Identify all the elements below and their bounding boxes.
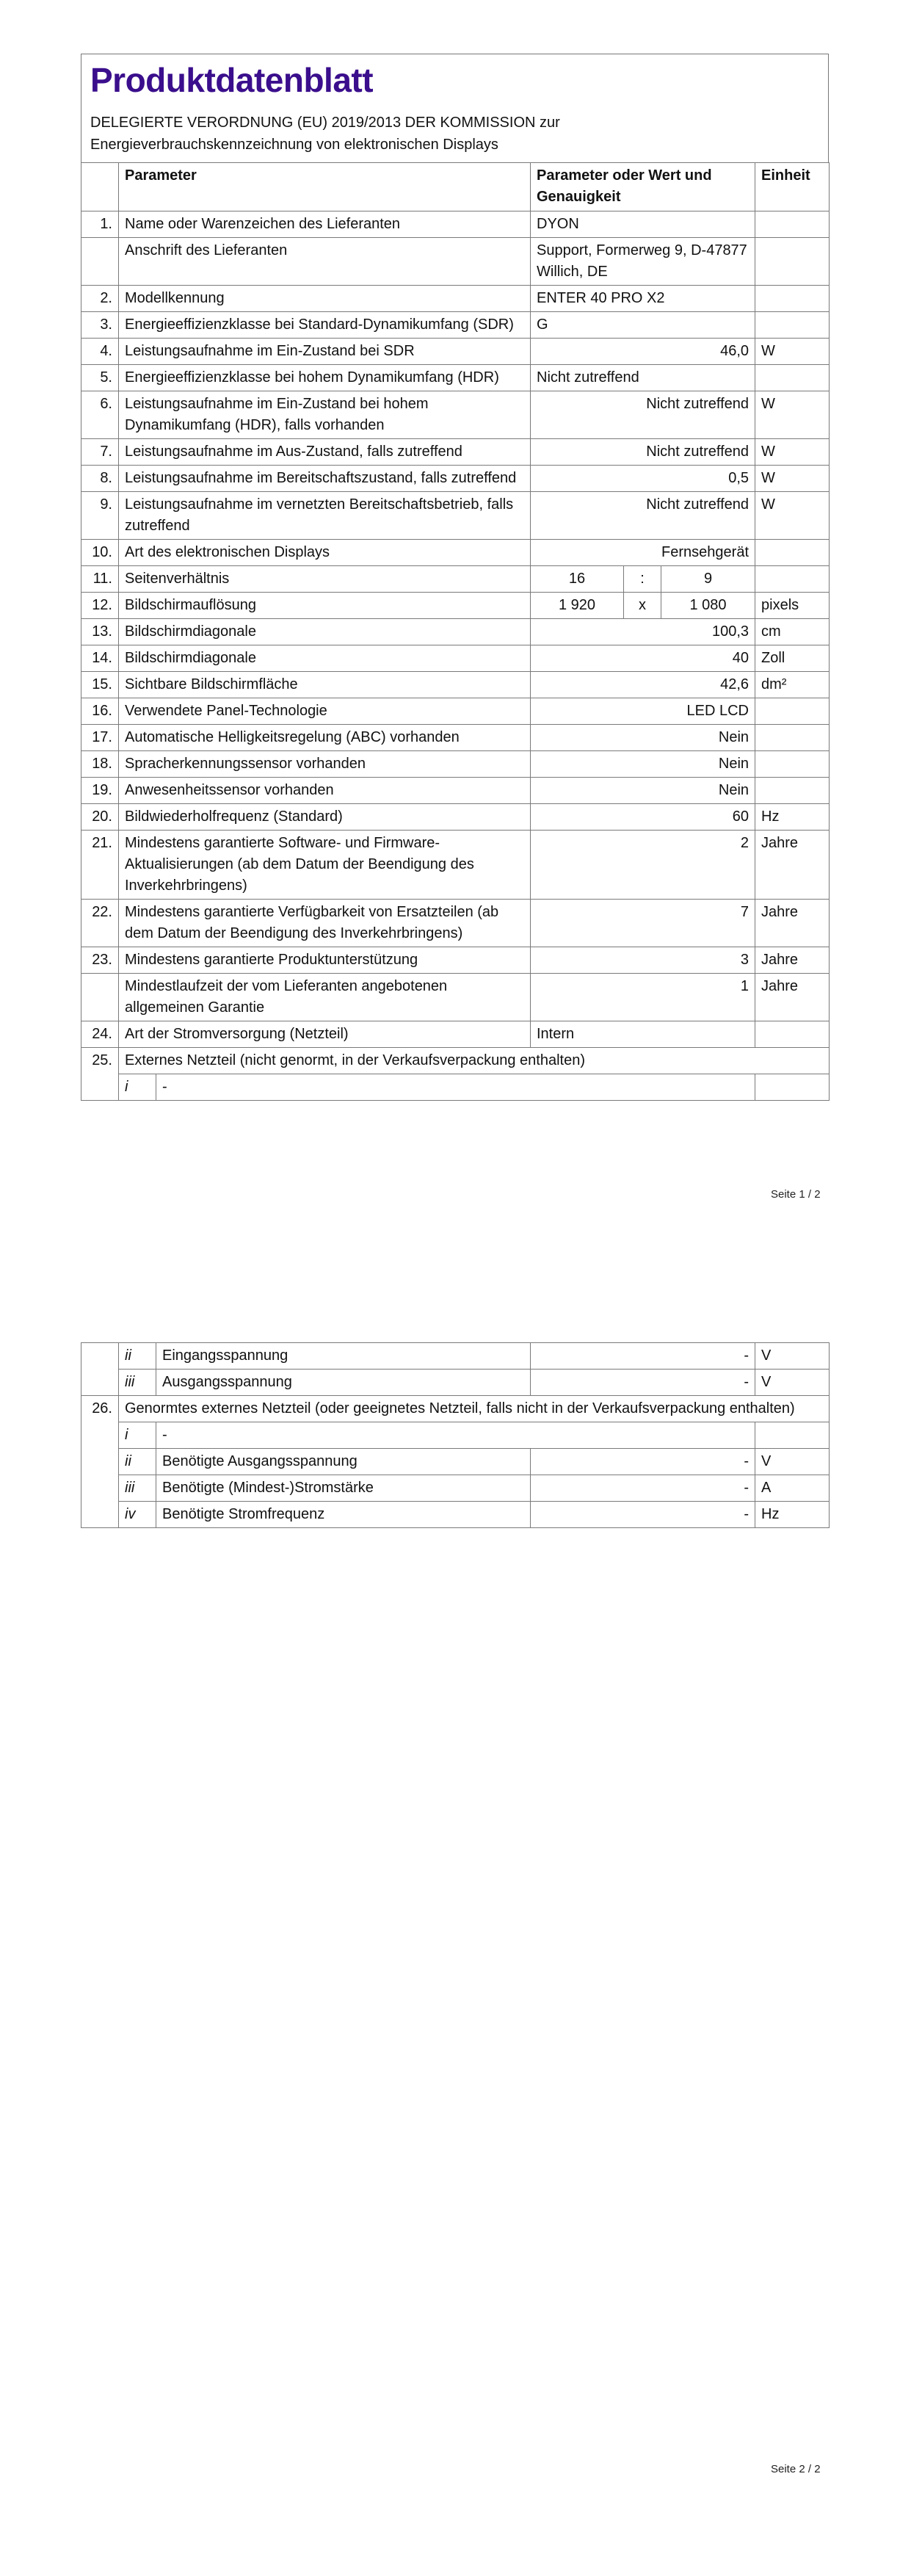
page-footer: Seite 2 / 2	[771, 2463, 821, 2475]
row-parameter: Bildschirmdiagonale	[119, 619, 531, 645]
row-number: 17.	[81, 725, 119, 751]
row-parameter: Modellkennung	[119, 286, 531, 312]
page-footer: Seite 1 / 2	[771, 1188, 821, 1201]
row-value: Intern	[531, 1021, 755, 1048]
row-unit: Hz	[755, 804, 830, 831]
sub-row	[81, 1449, 830, 1475]
row-unit	[755, 751, 830, 778]
row-unit	[755, 286, 830, 312]
table-row	[81, 286, 830, 312]
row-parameter: Art der Stromversorgung (Netzteil)	[119, 1021, 531, 1048]
sub-row	[81, 1074, 830, 1101]
table-row	[81, 947, 830, 974]
table-row	[81, 619, 830, 645]
row-unit: Jahre	[755, 900, 830, 947]
row-number: 9.	[81, 492, 119, 540]
sub-row-value: -	[531, 1475, 755, 1502]
row-unit: cm	[755, 619, 830, 645]
product-data-table	[81, 162, 830, 1101]
row-value: 100,3	[531, 619, 755, 645]
row-unit	[755, 778, 830, 804]
row-parameter: Automatische Helligkeitsregelung (ABC) vorhanden	[119, 725, 531, 751]
table-row	[81, 725, 830, 751]
row-unit: dm²	[755, 672, 830, 698]
title-block	[81, 54, 829, 163]
sub-row	[81, 1422, 830, 1449]
row-value: 46,0	[531, 339, 755, 365]
sub-row-parameter: Ausgangsspannung	[156, 1370, 531, 1396]
table-row	[81, 900, 830, 947]
sub-row-index: iii	[119, 1370, 156, 1396]
row-unit: W	[755, 391, 830, 439]
row-number: 12.	[81, 593, 119, 619]
row-parameter: Anschrift des Lieferanten	[119, 238, 531, 286]
row-number: 19.	[81, 778, 119, 804]
row-unit: W	[755, 492, 830, 540]
row-number: 4.	[81, 339, 119, 365]
row-parameter: Mindestens garantierte Produktunterstützung	[119, 947, 531, 974]
row-unit	[755, 725, 830, 751]
table-row	[81, 492, 830, 540]
row-unit: W	[755, 466, 830, 492]
row-number	[81, 974, 119, 1021]
row-number: 1.	[81, 211, 119, 238]
row-number: 18.	[81, 751, 119, 778]
section-number: 26.	[81, 1396, 119, 1528]
row-parameter: Bildschirmauflösung	[119, 593, 531, 619]
row-parameter: Spracherkennungssensor vorhanden	[119, 751, 531, 778]
row-unit	[755, 365, 830, 391]
row-number: 8.	[81, 466, 119, 492]
section-title: Externes Netzteil (nicht genormt, in der Verkaufsverpackung enthalten)	[119, 1048, 830, 1074]
row-value: Nicht zutreffend	[531, 439, 755, 466]
row-value: 7	[531, 900, 755, 947]
table-row	[81, 211, 830, 238]
row-parameter: Energieeffizienzklasse bei hohem Dynamikumfang (HDR)	[119, 365, 531, 391]
row-value: ENTER 40 PRO X2	[531, 286, 755, 312]
row-unit: Jahre	[755, 947, 830, 974]
row-unit: pixels	[755, 593, 830, 619]
row-parameter: Sichtbare Bildschirmfläche	[119, 672, 531, 698]
row-value: Nein	[531, 778, 755, 804]
row-unit: Jahre	[755, 974, 830, 1021]
table-row	[81, 672, 830, 698]
row-number: 6.	[81, 391, 119, 439]
subtitle-line-1: DELEGIERTE VERORDNUNG (EU) 2019/2013 DER KOMMISSION zur	[90, 115, 560, 131]
section-25-header	[81, 1048, 830, 1074]
row-number: 11.	[81, 566, 119, 593]
sub-row-value: -	[531, 1449, 755, 1475]
table-row	[81, 831, 830, 900]
row-number	[81, 238, 119, 286]
sub-row-index: i	[119, 1422, 156, 1449]
row-number: 22.	[81, 900, 119, 947]
sub-row	[81, 1502, 830, 1528]
row-number: 7.	[81, 439, 119, 466]
header-num	[81, 163, 119, 211]
resolution-width: 1 920	[531, 593, 624, 619]
section-26-header	[81, 1396, 830, 1422]
table-row	[81, 804, 830, 831]
table-row	[81, 238, 830, 286]
row-parameter: Seitenverhältnis	[119, 566, 531, 593]
sub-row-unit: Hz	[755, 1502, 830, 1528]
aspect-width: 16	[531, 566, 624, 593]
row-value: Support, Formerweg 9, D-47877 Willich, DE	[531, 238, 755, 286]
table-row	[81, 540, 830, 566]
sub-row-parameter: -	[156, 1074, 755, 1101]
row-value: 3	[531, 947, 755, 974]
row-parameter: Bildschirmdiagonale	[119, 645, 531, 672]
sub-row-value: -	[531, 1502, 755, 1528]
header-parameter: Parameter	[119, 163, 531, 211]
sub-row-unit: V	[755, 1370, 830, 1396]
resolution-separator: x	[624, 593, 661, 619]
section-number-cont	[81, 1343, 119, 1396]
row-value: Nein	[531, 751, 755, 778]
sub-row-index: i	[119, 1074, 156, 1101]
sub-row	[81, 1370, 830, 1396]
row-parameter: Name oder Warenzeichen des Lieferanten	[119, 211, 531, 238]
table-row	[81, 974, 830, 1021]
row-unit	[755, 698, 830, 725]
row-parameter: Anwesenheitssensor vorhanden	[119, 778, 531, 804]
row-value: 40	[531, 645, 755, 672]
row-value: 2	[531, 831, 755, 900]
row-value: G	[531, 312, 755, 339]
sub-row-parameter: Benötigte Stromfrequenz	[156, 1502, 531, 1528]
subtitle-line-2: Energieverbrauchskennzeichnung von elektronischen Displays	[90, 137, 498, 153]
row-number: 3.	[81, 312, 119, 339]
row-number: 21.	[81, 831, 119, 900]
sub-row-parameter: -	[156, 1422, 755, 1449]
row-value: Nein	[531, 725, 755, 751]
table-row	[81, 566, 830, 593]
section-title: Genormtes externes Netzteil (oder geeignetes Netzteil, falls nicht in der Verkaufsverpackung enthalten)	[119, 1396, 830, 1422]
table-row	[81, 778, 830, 804]
row-number: 15.	[81, 672, 119, 698]
row-parameter: Mindestens garantierte Verfügbarkeit von Ersatzteilen (ab dem Datum der Beendigung des Inverkehrbringens)	[119, 900, 531, 947]
table-row	[81, 466, 830, 492]
row-unit: Zoll	[755, 645, 830, 672]
row-unit	[755, 238, 830, 286]
row-value: 60	[531, 804, 755, 831]
document-subtitle	[90, 112, 817, 156]
sub-row-index: iii	[119, 1475, 156, 1502]
section-number: 25.	[81, 1048, 119, 1101]
row-value: 1	[531, 974, 755, 1021]
row-unit	[755, 566, 830, 593]
row-parameter: Energieeffizienzklasse bei Standard-Dynamikumfang (SDR)	[119, 312, 531, 339]
aspect-height: 9	[661, 566, 755, 593]
table-row	[81, 698, 830, 725]
table-row	[81, 751, 830, 778]
table-row	[81, 645, 830, 672]
row-number: 10.	[81, 540, 119, 566]
row-number: 2.	[81, 286, 119, 312]
row-parameter: Mindestlaufzeit der vom Lieferanten angebotenen allgemeinen Garantie	[119, 974, 531, 1021]
sub-row	[81, 1343, 830, 1370]
sub-row-index: ii	[119, 1449, 156, 1475]
row-value: Nicht zutreffend	[531, 391, 755, 439]
sub-row-index: iv	[119, 1502, 156, 1528]
row-value: LED LCD	[531, 698, 755, 725]
sub-row	[81, 1475, 830, 1502]
table-row	[81, 593, 830, 619]
row-number: 14.	[81, 645, 119, 672]
sub-row-parameter: Eingangsspannung	[156, 1343, 531, 1370]
sub-row-parameter: Benötigte (Mindest-)Stromstärke	[156, 1475, 531, 1502]
row-parameter: Art des elektronischen Displays	[119, 540, 531, 566]
sub-row-unit: V	[755, 1449, 830, 1475]
aspect-separator: :	[624, 566, 661, 593]
sub-row-value: -	[531, 1343, 755, 1370]
page-2	[0, 1288, 911, 2576]
row-number: 13.	[81, 619, 119, 645]
row-unit: W	[755, 439, 830, 466]
header-value: Parameter oder Wert und Genauigkeit	[531, 163, 755, 211]
row-parameter: Leistungsaufnahme im Ein-Zustand bei SDR	[119, 339, 531, 365]
row-unit	[755, 312, 830, 339]
row-number: 5.	[81, 365, 119, 391]
row-unit	[755, 1021, 830, 1048]
row-parameter: Leistungsaufnahme im Aus-Zustand, falls zutreffend	[119, 439, 531, 466]
table-row	[81, 365, 830, 391]
row-unit: W	[755, 339, 830, 365]
resolution-height: 1 080	[661, 593, 755, 619]
sub-row-unit: V	[755, 1343, 830, 1370]
row-parameter: Bildwiederholfrequenz (Standard)	[119, 804, 531, 831]
table-row	[81, 1021, 830, 1048]
row-unit: Jahre	[755, 831, 830, 900]
sub-row-index: ii	[119, 1343, 156, 1370]
row-value: 0,5	[531, 466, 755, 492]
row-value: Nicht zutreffend	[531, 492, 755, 540]
sub-row-unit: A	[755, 1475, 830, 1502]
row-parameter: Verwendete Panel-Technologie	[119, 698, 531, 725]
row-number: 23.	[81, 947, 119, 974]
row-parameter: Leistungsaufnahme im Bereitschaftszustand, falls zutreffend	[119, 466, 531, 492]
row-value: Fernsehgerät	[531, 540, 755, 566]
sub-row-unit	[755, 1074, 830, 1101]
row-number: 20.	[81, 804, 119, 831]
sub-row-unit	[755, 1422, 830, 1449]
sub-row-value: -	[531, 1370, 755, 1396]
table-row	[81, 339, 830, 365]
row-value: DYON	[531, 211, 755, 238]
document-title: Produktdatenblatt	[90, 61, 374, 99]
row-value: Nicht zutreffend	[531, 365, 755, 391]
row-unit	[755, 540, 830, 566]
row-number: 16.	[81, 698, 119, 725]
table-header-row	[81, 163, 830, 211]
table-row	[81, 312, 830, 339]
row-number: 24.	[81, 1021, 119, 1048]
row-parameter: Leistungsaufnahme im Ein-Zustand bei hohem Dynamikumfang (HDR), falls vorhanden	[119, 391, 531, 439]
row-value: 42,6	[531, 672, 755, 698]
row-unit	[755, 211, 830, 238]
product-data-table-continued	[81, 1342, 830, 1528]
sub-row-parameter: Benötigte Ausgangsspannung	[156, 1449, 531, 1475]
table-row	[81, 439, 830, 466]
row-parameter: Mindestens garantierte Software- und Firmware-Aktualisierungen (ab dem Datum der Beendigung des Inverkehrbringens)	[119, 831, 531, 900]
row-parameter: Leistungsaufnahme im vernetzten Bereitschaftsbetrieb, falls zutreffend	[119, 492, 531, 540]
header-unit: Einheit	[755, 163, 830, 211]
table-row	[81, 391, 830, 439]
